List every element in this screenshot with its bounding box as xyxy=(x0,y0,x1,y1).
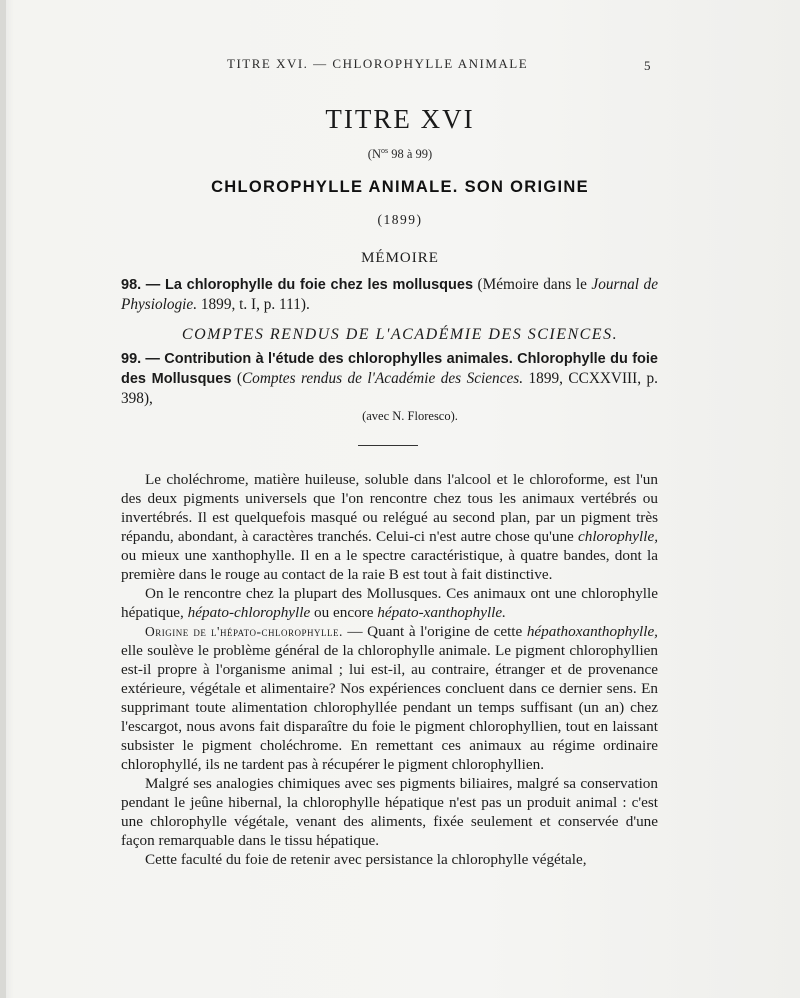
p2-italic-2: hépato-xanthophylle. xyxy=(377,604,506,621)
entry-98-title: — La chlorophylle du foie chez les mollusques xyxy=(145,277,474,293)
p2-italic-1: hépato-chlorophylle xyxy=(187,604,311,621)
entry-numbers-prefix: (N xyxy=(367,147,381,162)
section-divider xyxy=(358,445,418,446)
comptes-rendus-heading: COMPTES RENDUS DE L'ACADÉMIE DES SCIENCES. xyxy=(181,326,619,343)
entry-98-pre: (Mémoire dans le xyxy=(473,276,592,293)
entry-99-number: 99. xyxy=(121,351,142,367)
p2-mid: ou encore xyxy=(310,604,378,621)
entry-99-journal: Comptes rendus de l'Académie des Sciences. xyxy=(241,370,524,387)
p3-end: elle soulève le problème général de la chlorophylle animale. Le pigment chlorophyllien est-il propre à l'organisme animal ; lui est-il, au contraire, étranger et de provenance extérieure, végétale et alimentaire? Nos expériences concluent dans ce dernier sens. En supprimant toute alimentation chlorophyllée pendant un temps suffisant (un an) chez l'escargot, nous avons fait disparaître du foie le pigment chlorophyllien, tout en laissant subsister le pigment choléchrome. En remettant ces animaux au régime ordinaire chlorophyllé, ils ne tardent pas à récupérer le pigment chlorophyllien. xyxy=(121,642,658,773)
p2-text: On le rencontre chez la plupart des Mollusques. Ces animaux ont une chlorophylle hépatique, xyxy=(121,585,658,621)
entry-99-post: 1899, CCXXVIII, p. 398), xyxy=(121,370,658,407)
running-head: TITRE XVI. — CHLOROPHYLLE ANIMALE xyxy=(227,56,529,71)
p3-text: — Quant à l'origine de cette xyxy=(342,623,527,640)
p1-italic: chlorophylle, xyxy=(578,528,658,545)
p1-end: ou mieux une xanthophylle. Il en a le spectre caractéristique, à quatre bandes, dont la première dans le rouge au contact de la raie B est tout à fait distinctive. xyxy=(121,547,658,583)
memoire-heading: MÉMOIRE xyxy=(361,250,439,266)
entry-numbers-range: 98 à 99) xyxy=(388,147,433,162)
entry-98-post: 1899, t. I, p. 111). xyxy=(197,296,310,313)
entry-99-pre: ( xyxy=(231,370,242,387)
chapter-title: TITRE XVI xyxy=(325,104,475,134)
paragraph-2 xyxy=(121,584,658,622)
entry-98-journal: Journal de Physiologie. xyxy=(121,276,658,313)
bibliography-entry-99 xyxy=(121,349,658,408)
coauthor-note: (avec N. Floresco). xyxy=(362,409,458,423)
paragraph-1 xyxy=(121,470,658,584)
paragraph-3 xyxy=(121,622,658,774)
p3-italic: hépathoxanthophylle, xyxy=(526,623,658,640)
page-number: 5 xyxy=(644,58,651,73)
body-text xyxy=(121,470,658,869)
paragraph-4: Malgré ses analogies chimiques avec ses pigments biliaires, malgré sa conservation pendant le jeûne hibernal, la chlorophylle hépatique n'est pas un produit animal : c'est une chlorophylle végétale, venant des aliments, fixée seulement et conservée d'une façon remarquable dans le tissu hépatique. xyxy=(121,775,658,849)
entry-98-number: 98. xyxy=(121,277,142,293)
year: (1899) xyxy=(377,212,423,227)
entry-99-title: — Contribution à l'étude des chlorophylles animales. Chlorophylle du foie des Mollusques xyxy=(121,351,658,387)
bibliography-entry-98 xyxy=(121,275,658,314)
p1-text: Le choléchrome, matière huileuse, soluble dans l'alcool et le chloroforme, est l'un des deux pigments universels que l'on rencontre chez tous les animaux vertébrés ou invertébrés. Il est quelquefois masqué ou relégué au second plan, par un pigment très répandu, abondant, à caractères tranchés. Celui-ci n'est autre chose qu'une xyxy=(121,471,658,545)
p3-small-caps-heading: Origine de l'hépato-chlorophylle. xyxy=(145,624,343,639)
section-heading: CHLOROPHYLLE ANIMALE. SON ORIGINE xyxy=(211,178,589,196)
entry-numbers xyxy=(0,146,800,162)
paragraph-5: Cette faculté du foie de retenir avec persistance la chlorophylle végétale, xyxy=(145,851,587,868)
entry-numbers-sup: os xyxy=(380,146,389,155)
